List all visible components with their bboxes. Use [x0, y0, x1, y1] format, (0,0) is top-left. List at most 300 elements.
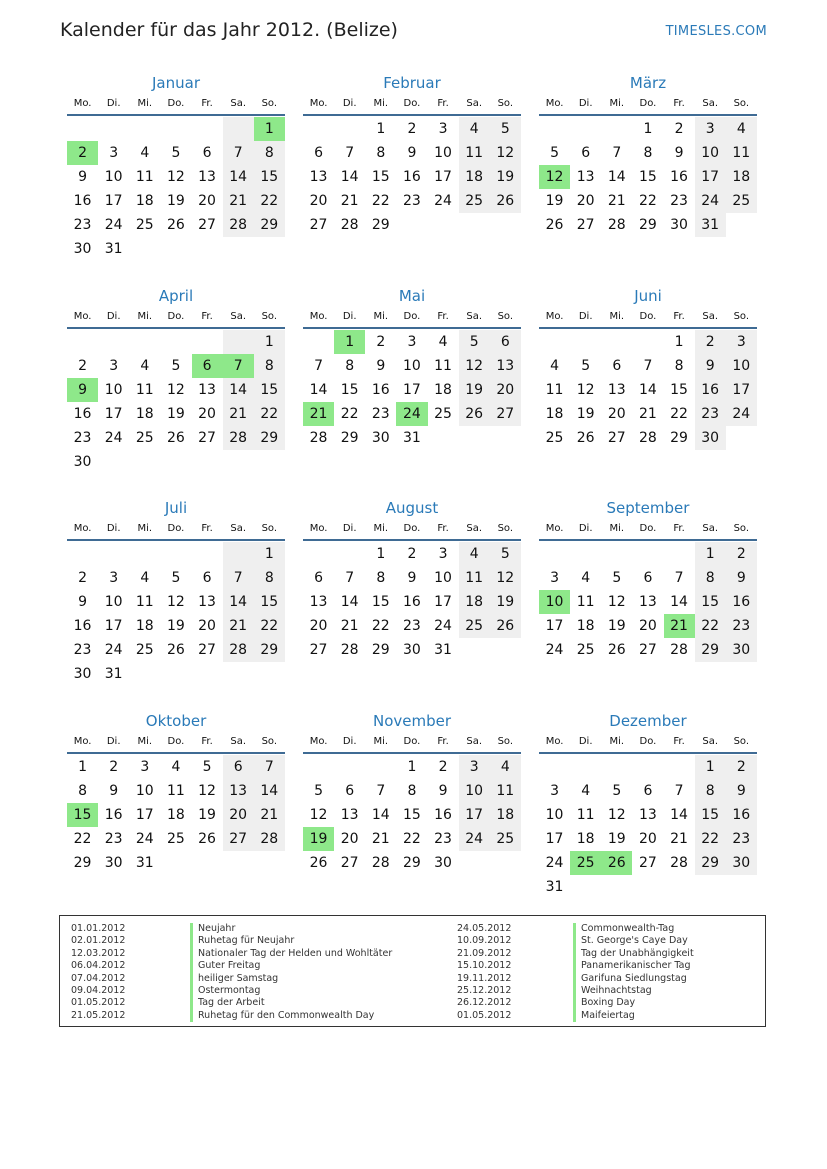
day-cell: 20 — [223, 803, 254, 827]
day-cell: 6 — [490, 330, 521, 354]
empty-cell — [160, 450, 191, 474]
month-name: Januar — [152, 74, 200, 92]
day-cell: 18 — [545, 406, 564, 422]
holiday-name: Tag der Arbeit — [190, 997, 392, 1009]
day-cell: 3 — [726, 330, 757, 354]
empty-cell — [601, 117, 632, 141]
day-cell: 15 — [254, 590, 285, 614]
weekday-label: Di. — [342, 311, 357, 322]
day-cell: 25 — [434, 406, 452, 422]
day-cell: 16 — [104, 807, 123, 823]
day-cell: 3 — [140, 759, 150, 775]
empty-cell — [98, 542, 129, 566]
day-cell: 2 — [407, 546, 417, 562]
day-cell: 15 — [403, 807, 421, 823]
day-cell: 13 — [309, 594, 328, 610]
day-cell: 9 — [407, 145, 417, 161]
day-cell: 30 — [695, 426, 726, 450]
holiday-date: 24.05.2012 — [457, 923, 512, 934]
holiday-date: 26.12.2012 — [457, 997, 512, 1009]
weekday-label: Mo. — [73, 736, 92, 747]
day-cell: 12 — [309, 807, 328, 823]
empty-cell — [459, 426, 490, 450]
day-cell: 1 — [695, 542, 726, 566]
day-cell: 4 — [140, 358, 150, 374]
day-cell: 25 — [135, 217, 154, 233]
day-cell: 18 — [135, 193, 154, 209]
day-cell: 10 — [434, 570, 452, 586]
weekday-label: Sa. — [702, 311, 719, 322]
empty-cell — [160, 237, 191, 261]
day-cell: 15 — [639, 169, 657, 185]
day-cell: 13 — [639, 807, 657, 823]
day-cell: 11 — [167, 783, 185, 799]
day-cell: 28 — [371, 855, 390, 871]
day-cell: 5 — [171, 358, 181, 374]
day-cell: 8 — [643, 145, 653, 161]
weekday-label: Do. — [639, 523, 657, 534]
day-cell: 10 — [403, 358, 421, 374]
holiday-name: Garifuna Siedlungstag — [573, 973, 694, 985]
day-cell: 12 — [167, 382, 185, 398]
month-5 — [303, 286, 521, 450]
day-cell: 3 — [109, 145, 119, 161]
day-cell: 1 — [376, 121, 386, 137]
weekday-header — [303, 734, 521, 754]
empty-cell — [160, 851, 191, 875]
day-cell: 7 — [674, 570, 684, 586]
day-cell: 20 — [309, 193, 328, 209]
day-cell: 22 — [639, 193, 657, 209]
day-cell: 29 — [340, 430, 359, 446]
day-cell: 30 — [73, 241, 92, 257]
weekday-label: Mi. — [609, 523, 625, 534]
day-cell: 6 — [223, 755, 254, 779]
empty-cell — [303, 330, 334, 354]
empty-cell — [192, 662, 223, 686]
day-cell: 5 — [459, 330, 490, 354]
holiday-date: 01.01.2012 — [71, 923, 126, 934]
empty-cell — [223, 117, 254, 141]
weekday-label: Do. — [639, 98, 657, 109]
day-cell: 9 — [78, 594, 88, 610]
day-cell: 25 — [135, 430, 154, 446]
empty-cell — [160, 542, 191, 566]
weekday-label: Mi. — [609, 98, 625, 109]
day-cell: 14 — [340, 169, 359, 185]
day-grid — [67, 330, 285, 474]
empty-cell — [303, 117, 334, 141]
weekday-header — [539, 309, 757, 329]
month-4 — [67, 286, 285, 474]
day-cell: 26 — [607, 642, 626, 658]
empty-cell — [428, 426, 459, 450]
weekday-label: Mi. — [373, 311, 389, 322]
day-cell: 4 — [459, 117, 490, 141]
month-name: Juli — [164, 499, 188, 517]
empty-cell — [539, 542, 570, 566]
day-cell: 23 — [371, 406, 390, 422]
day-cell: 30 — [434, 855, 452, 871]
legend-dates-right — [457, 923, 511, 1022]
empty-cell — [223, 237, 254, 261]
day-cell: 29 — [254, 426, 285, 450]
day-cell: 24 — [434, 618, 452, 634]
weekday-label: Fr. — [673, 98, 685, 109]
weekday-label: Do. — [403, 523, 421, 534]
empty-cell — [129, 662, 160, 686]
day-cell: 7 — [345, 570, 355, 586]
weekday-header — [303, 309, 521, 329]
day-cell: 21 — [607, 193, 626, 209]
weekday-label: So. — [497, 311, 514, 322]
day-cell: 7 — [612, 145, 622, 161]
day-cell: 8 — [376, 145, 386, 161]
day-cell: 27 — [576, 217, 595, 233]
day-cell: 2 — [726, 542, 757, 566]
day-cell: 8 — [254, 141, 285, 165]
weekday-label: Do. — [167, 311, 185, 322]
day-cell: 21 — [254, 803, 285, 827]
day-cell: 2 — [109, 759, 119, 775]
empty-cell — [254, 237, 285, 261]
day-cell: 3 — [550, 570, 560, 586]
weekday-header — [539, 734, 757, 754]
day-cell: 6 — [581, 145, 591, 161]
day-cell: 26 — [490, 614, 521, 638]
weekday-label: So. — [497, 98, 514, 109]
day-cell: 13 — [639, 594, 657, 610]
weekday-label: Di. — [578, 98, 593, 109]
day-cell: 22 — [670, 406, 688, 422]
holiday-name: Ruhetag für Neujahr — [190, 935, 392, 947]
day-cell: 7 — [223, 141, 254, 165]
day-cell: 11 — [459, 141, 490, 165]
day-cell: 1 — [643, 121, 653, 137]
day-cell: 27 — [639, 855, 657, 871]
empty-cell — [490, 638, 521, 662]
day-cell: 2 — [726, 755, 757, 779]
empty-cell — [726, 213, 757, 237]
weekday-label: Sa. — [466, 98, 483, 109]
day-cell: 22 — [403, 831, 421, 847]
day-cell: 28 — [607, 217, 626, 233]
day-cell: 3 — [438, 546, 448, 562]
day-cell: 9 — [109, 783, 119, 799]
empty-cell — [254, 851, 285, 875]
day-cell: 7 — [254, 755, 285, 779]
day-cell: 17 — [104, 406, 123, 422]
day-cell: 19 — [545, 193, 564, 209]
day-cell: 22 — [695, 614, 726, 638]
holiday-date: 07.04.2012 — [71, 972, 126, 984]
day-cell: 26 — [545, 217, 564, 233]
day-cell: 1 — [376, 546, 386, 562]
brand-link[interactable]: TIMESLES.COM — [665, 24, 767, 39]
day-cell: 21 — [340, 193, 359, 209]
day-cell: 13 — [223, 779, 254, 803]
day-cell: 29 — [670, 430, 688, 446]
day-cell: 22 — [695, 827, 726, 851]
empty-cell — [632, 330, 663, 354]
weekday-header — [67, 734, 285, 754]
day-cell: 15 — [254, 378, 285, 402]
day-cell: 28 — [670, 855, 688, 871]
day-cell: 1 — [674, 334, 684, 350]
weekday-label: Mi. — [609, 736, 625, 747]
day-cell: 30 — [104, 855, 123, 871]
month-name: März — [629, 74, 667, 92]
weekday-header — [67, 521, 285, 541]
day-cell: 28 — [223, 426, 254, 450]
holiday-name: St. George's Caye Day — [573, 935, 694, 947]
day-cell: 23 — [73, 430, 92, 446]
day-cell: 19 — [198, 807, 216, 823]
day-cell: 12 — [198, 783, 216, 799]
day-cell: 13 — [490, 354, 521, 378]
day-cell: 7 — [643, 358, 653, 374]
day-cell: 3 — [550, 783, 560, 799]
day-cell: 29 — [254, 638, 285, 662]
day-cell: 5 — [171, 145, 181, 161]
day-cell: 11 — [545, 382, 564, 398]
day-cell: 24 — [459, 827, 490, 851]
day-cell: 10 — [135, 783, 154, 799]
day-cell: 25 — [570, 851, 601, 875]
day-cell: 10 — [434, 145, 452, 161]
weekday-label: Mi. — [373, 523, 389, 534]
day-cell: 10 — [545, 807, 564, 823]
weekday-label: Sa. — [466, 736, 483, 747]
day-cell: 28 — [254, 827, 285, 851]
day-cell: 19 — [607, 831, 626, 847]
empty-cell — [601, 542, 632, 566]
day-cell: 12 — [167, 169, 185, 185]
month-name: Juni — [634, 287, 662, 305]
weekday-label: Mo. — [309, 736, 328, 747]
day-cell: 31 — [135, 855, 154, 871]
empty-cell — [160, 330, 191, 354]
day-cell: 25 — [167, 831, 185, 847]
day-grid — [539, 755, 757, 899]
day-cell: 26 — [167, 217, 185, 233]
day-cell: 18 — [135, 618, 154, 634]
weekday-label: Mo. — [545, 736, 564, 747]
day-cell: 28 — [309, 430, 328, 446]
day-cell: 22 — [254, 402, 285, 426]
day-cell: 11 — [576, 594, 595, 610]
legend-names-left — [190, 923, 392, 1022]
empty-cell — [254, 450, 285, 474]
weekday-label: Di. — [106, 523, 121, 534]
day-cell: 18 — [434, 382, 452, 398]
day-cell: 4 — [459, 542, 490, 566]
holiday-date: 01.05.2012 — [71, 997, 126, 1009]
day-cell: 20 — [309, 618, 328, 634]
day-cell: 16 — [403, 594, 421, 610]
day-cell: 16 — [73, 618, 92, 634]
day-cell: 30 — [73, 454, 92, 470]
holiday-name: Guter Freitag — [190, 960, 392, 972]
weekday-label: Mo. — [309, 311, 328, 322]
empty-cell — [539, 117, 570, 141]
day-grid — [539, 117, 757, 237]
weekday-label: So. — [497, 736, 514, 747]
day-cell: 23 — [695, 402, 726, 426]
day-cell: 23 — [403, 618, 421, 634]
day-cell: 29 — [695, 851, 726, 875]
day-cell: 28 — [670, 642, 688, 658]
day-cell: 2 — [674, 121, 684, 137]
day-cell: 19 — [459, 378, 490, 402]
weekday-label: Mi. — [137, 311, 153, 322]
day-cell: 29 — [695, 638, 726, 662]
day-cell: 29 — [371, 642, 390, 658]
empty-cell — [726, 875, 757, 899]
day-grid — [539, 542, 757, 662]
day-cell: 18 — [459, 165, 490, 189]
day-cell: 22 — [254, 189, 285, 213]
day-cell: 30 — [73, 666, 92, 682]
day-cell: 14 — [371, 807, 390, 823]
day-cell: 28 — [340, 642, 359, 658]
empty-cell — [695, 875, 726, 899]
day-cell: 9 — [695, 354, 726, 378]
weekday-label: So. — [261, 523, 278, 534]
day-cell: 15 — [67, 803, 98, 827]
day-grid — [539, 330, 757, 450]
page-title: Kalender für das Jahr 2012. (Belize) — [60, 19, 398, 41]
month-name: November — [372, 712, 452, 730]
day-cell: 18 — [576, 618, 595, 634]
day-cell: 27 — [309, 217, 328, 233]
day-cell: 21 — [223, 189, 254, 213]
day-cell: 10 — [539, 590, 570, 614]
day-cell: 6 — [345, 783, 355, 799]
empty-cell — [632, 755, 663, 779]
weekday-label: So. — [733, 311, 750, 322]
day-cell: 14 — [309, 382, 328, 398]
empty-cell — [334, 542, 365, 566]
weekday-label: Sa. — [230, 98, 247, 109]
weekday-label: Mi. — [373, 736, 389, 747]
month-7 — [67, 498, 285, 686]
day-cell: 1 — [254, 542, 285, 566]
day-cell: 9 — [726, 566, 757, 590]
weekday-label: Fr. — [673, 736, 685, 747]
day-cell: 4 — [581, 570, 591, 586]
holiday-date: 25.12.2012 — [457, 984, 512, 996]
day-cell: 11 — [459, 566, 490, 590]
day-cell: 3 — [459, 755, 490, 779]
day-cell: 22 — [340, 406, 359, 422]
empty-cell — [334, 117, 365, 141]
empty-cell — [601, 755, 632, 779]
day-cell: 10 — [459, 779, 490, 803]
day-cell: 30 — [403, 642, 421, 658]
weekday-label: Sa. — [230, 736, 247, 747]
empty-cell — [539, 330, 570, 354]
day-grid — [67, 542, 285, 686]
day-cell: 16 — [73, 406, 92, 422]
day-cell: 21 — [664, 614, 695, 638]
holiday-date: 12.03.2012 — [71, 947, 126, 959]
day-cell: 6 — [202, 145, 212, 161]
empty-cell — [192, 237, 223, 261]
day-cell: 26 — [490, 189, 521, 213]
empty-cell — [570, 542, 601, 566]
day-cell: 12 — [490, 141, 521, 165]
weekday-header — [303, 96, 521, 116]
day-cell: 30 — [726, 638, 757, 662]
day-cell: 23 — [73, 642, 92, 658]
day-cell: 1 — [78, 759, 88, 775]
day-cell: 22 — [254, 614, 285, 638]
weekday-label: Sa. — [230, 523, 247, 534]
day-cell: 9 — [726, 779, 757, 803]
day-cell: 31 — [403, 430, 421, 446]
day-cell: 7 — [674, 783, 684, 799]
day-cell: 6 — [192, 354, 223, 378]
day-cell: 24 — [135, 831, 154, 847]
day-cell: 11 — [135, 594, 154, 610]
holiday-date: 15.10.2012 — [457, 960, 512, 972]
day-grid — [303, 542, 521, 662]
day-cell: 3 — [407, 334, 417, 350]
month-12 — [539, 711, 757, 899]
empty-cell — [459, 851, 490, 875]
legend-names-right — [573, 923, 694, 1022]
day-grid — [67, 755, 285, 875]
day-cell: 1 — [695, 755, 726, 779]
day-cell: 6 — [314, 145, 324, 161]
weekday-label: Mo. — [73, 523, 92, 534]
day-cell: 17 — [726, 378, 757, 402]
weekday-label: Fr. — [437, 523, 449, 534]
weekday-label: Fr. — [673, 523, 685, 534]
day-cell: 23 — [726, 614, 757, 638]
day-cell: 21 — [670, 831, 688, 847]
empty-cell — [223, 450, 254, 474]
legend-dates-left — [71, 923, 125, 1022]
empty-cell — [396, 213, 427, 237]
day-cell: 23 — [403, 193, 421, 209]
day-cell: 30 — [371, 430, 390, 446]
day-cell: 24 — [104, 217, 123, 233]
empty-cell — [570, 875, 601, 899]
day-cell: 13 — [340, 807, 359, 823]
day-cell: 12 — [167, 594, 185, 610]
weekday-label: Mi. — [137, 523, 153, 534]
month-name: Februar — [383, 74, 441, 92]
day-cell: 3 — [695, 117, 726, 141]
weekday-label: Mi. — [609, 311, 625, 322]
day-cell: 5 — [581, 358, 591, 374]
day-cell: 27 — [340, 855, 359, 871]
day-cell: 27 — [490, 402, 521, 426]
month-name: Oktober — [145, 712, 207, 730]
day-cell: 7 — [376, 783, 386, 799]
day-cell: 27 — [607, 430, 626, 446]
holiday-date: 10.09.2012 — [457, 935, 512, 947]
day-cell: 6 — [643, 783, 653, 799]
day-cell: 24 — [545, 855, 564, 871]
empty-cell — [303, 755, 334, 779]
day-cell: 7 — [223, 354, 254, 378]
empty-cell — [490, 851, 521, 875]
day-cell: 14 — [223, 590, 254, 614]
month-1 — [67, 73, 285, 261]
